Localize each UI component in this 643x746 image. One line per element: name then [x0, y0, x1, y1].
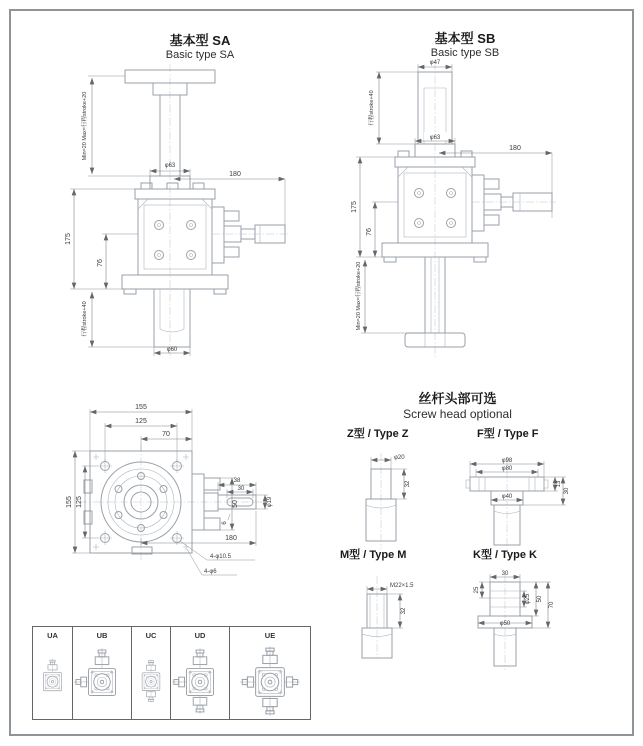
- top-dim-6: 6: [222, 521, 228, 525]
- table-cell-ud: [171, 627, 230, 719]
- screw-head-title-cn: 丝杆头部可选: [418, 391, 497, 406]
- top-dim-125-v: 125: [76, 496, 83, 508]
- z-dim-phi20: φ20: [394, 455, 405, 461]
- sa-dim-180: 180: [229, 171, 241, 178]
- sb-dim-phi47: φ47: [429, 60, 441, 66]
- z-dim-32: 32: [405, 480, 411, 488]
- k-dim-phi50: φ50: [499, 621, 511, 627]
- sb-title-cn: 基本型 SB: [434, 31, 496, 46]
- sa-dim-travel-top: Min=20 Max=行程stroke+20: [82, 91, 88, 161]
- screw-head-title-block: [375, 388, 540, 421]
- screw-head-title-en: Screw head optional: [403, 407, 512, 421]
- uc-schematic: [132, 643, 170, 719]
- sa-front-view-drawing: [40, 58, 320, 360]
- sa-dim-phi63: φ63: [164, 163, 176, 169]
- ua-schematic: [33, 643, 72, 719]
- top-dim-125-h: 125: [135, 418, 147, 425]
- k-dim-50: 50: [537, 595, 543, 603]
- top-dim-38: 38: [233, 478, 241, 484]
- sa-dim-175: 175: [65, 233, 72, 245]
- m-dim-32: 32: [401, 607, 407, 615]
- type-f-drawing: [452, 443, 582, 553]
- sa-title-cn: 基本型 SA: [169, 33, 231, 48]
- sb-dim-180: 180: [509, 145, 521, 152]
- ub-schematic: [73, 643, 131, 719]
- k-dim-30: 30: [501, 571, 509, 577]
- sb-dim-stroke40: 行程stroke+40: [369, 90, 375, 126]
- sa-title-block: [120, 30, 280, 61]
- table-cell-label-ub: UB: [96, 631, 108, 640]
- type-k-dimensions: [474, 571, 555, 628]
- sb-dim-travel-bottom: Min=20 Max=行程stroke+20: [356, 261, 362, 331]
- sb-dim-phi63: φ63: [429, 135, 441, 141]
- sa-geometry: [122, 64, 290, 358]
- type-z-geometry: [366, 453, 396, 549]
- table-cell-uc: [132, 627, 171, 719]
- type-z-drawing: [345, 443, 455, 553]
- sa-title-en: Basic type SA: [165, 49, 235, 61]
- type-k-label: K型 / Type K: [473, 549, 537, 561]
- sb-geometry: [382, 62, 556, 358]
- type-m-geometry: [362, 576, 392, 658]
- top-dim-50: 50: [232, 500, 239, 508]
- type-m-drawing: [345, 566, 465, 661]
- top-leader-4phi10-5: 4-φ10.5: [210, 554, 231, 560]
- sa-dim-76: 76: [97, 259, 104, 267]
- table-cell-label-ud: UD: [194, 631, 206, 640]
- f-dim-phi40: φ40: [501, 494, 513, 500]
- table-cell-label-ua: UA: [47, 631, 58, 640]
- top-dim-phi19: φ19: [267, 496, 273, 508]
- top-dim-155-v: 155: [66, 496, 73, 508]
- type-k-drawing: [455, 568, 585, 673]
- sa-dimensions: [65, 76, 285, 356]
- type-m-label: M型 / Type M: [340, 549, 407, 561]
- top-dim-155-h: 155: [135, 404, 147, 411]
- m-dim-thread: M22×1.5: [390, 583, 414, 589]
- table-cell-label-uc: UC: [145, 631, 157, 640]
- f-dim-30: 30: [564, 487, 570, 495]
- type-z-label: Z型 / Type Z: [347, 428, 409, 440]
- top-dim-30: 30: [237, 486, 245, 492]
- top-dim-180: 180: [225, 535, 237, 542]
- table-cell-ub: [73, 627, 132, 719]
- f-dim-13: 13: [556, 480, 562, 488]
- type-f-label: F型 / Type F: [477, 428, 539, 440]
- table-cell-ue: [230, 627, 310, 719]
- sb-dim-175: 175: [351, 201, 358, 213]
- sa-dim-phi60: φ60: [166, 347, 178, 353]
- sb-dim-76: 76: [366, 228, 373, 236]
- top-view-dimensions: [66, 404, 273, 575]
- table-cell-ua: [33, 627, 73, 719]
- top-view-drawing: [35, 388, 335, 588]
- configuration-table: [32, 626, 311, 720]
- sb-title-en: Basic type SB: [430, 47, 500, 59]
- k-dim-phi25: φ25: [525, 593, 531, 605]
- sb-front-view-drawing: [330, 58, 630, 360]
- type-m-dimensions: [367, 583, 414, 628]
- sa-dim-stroke40: 行程stroke+40: [82, 301, 88, 337]
- top-leader-4phi6: 4-φ6: [204, 569, 217, 575]
- k-dim-70: 70: [549, 601, 555, 609]
- table-cell-label-ue: UE: [264, 631, 276, 640]
- sb-title-block: [385, 28, 545, 59]
- top-dim-70: 70: [162, 431, 170, 438]
- f-dim-phi80: φ80: [501, 466, 513, 472]
- f-dim-phi98: φ98: [501, 458, 513, 464]
- ue-schematic: [230, 643, 310, 719]
- ud-schematic: [171, 643, 229, 719]
- k-dim-25: 25: [474, 586, 480, 594]
